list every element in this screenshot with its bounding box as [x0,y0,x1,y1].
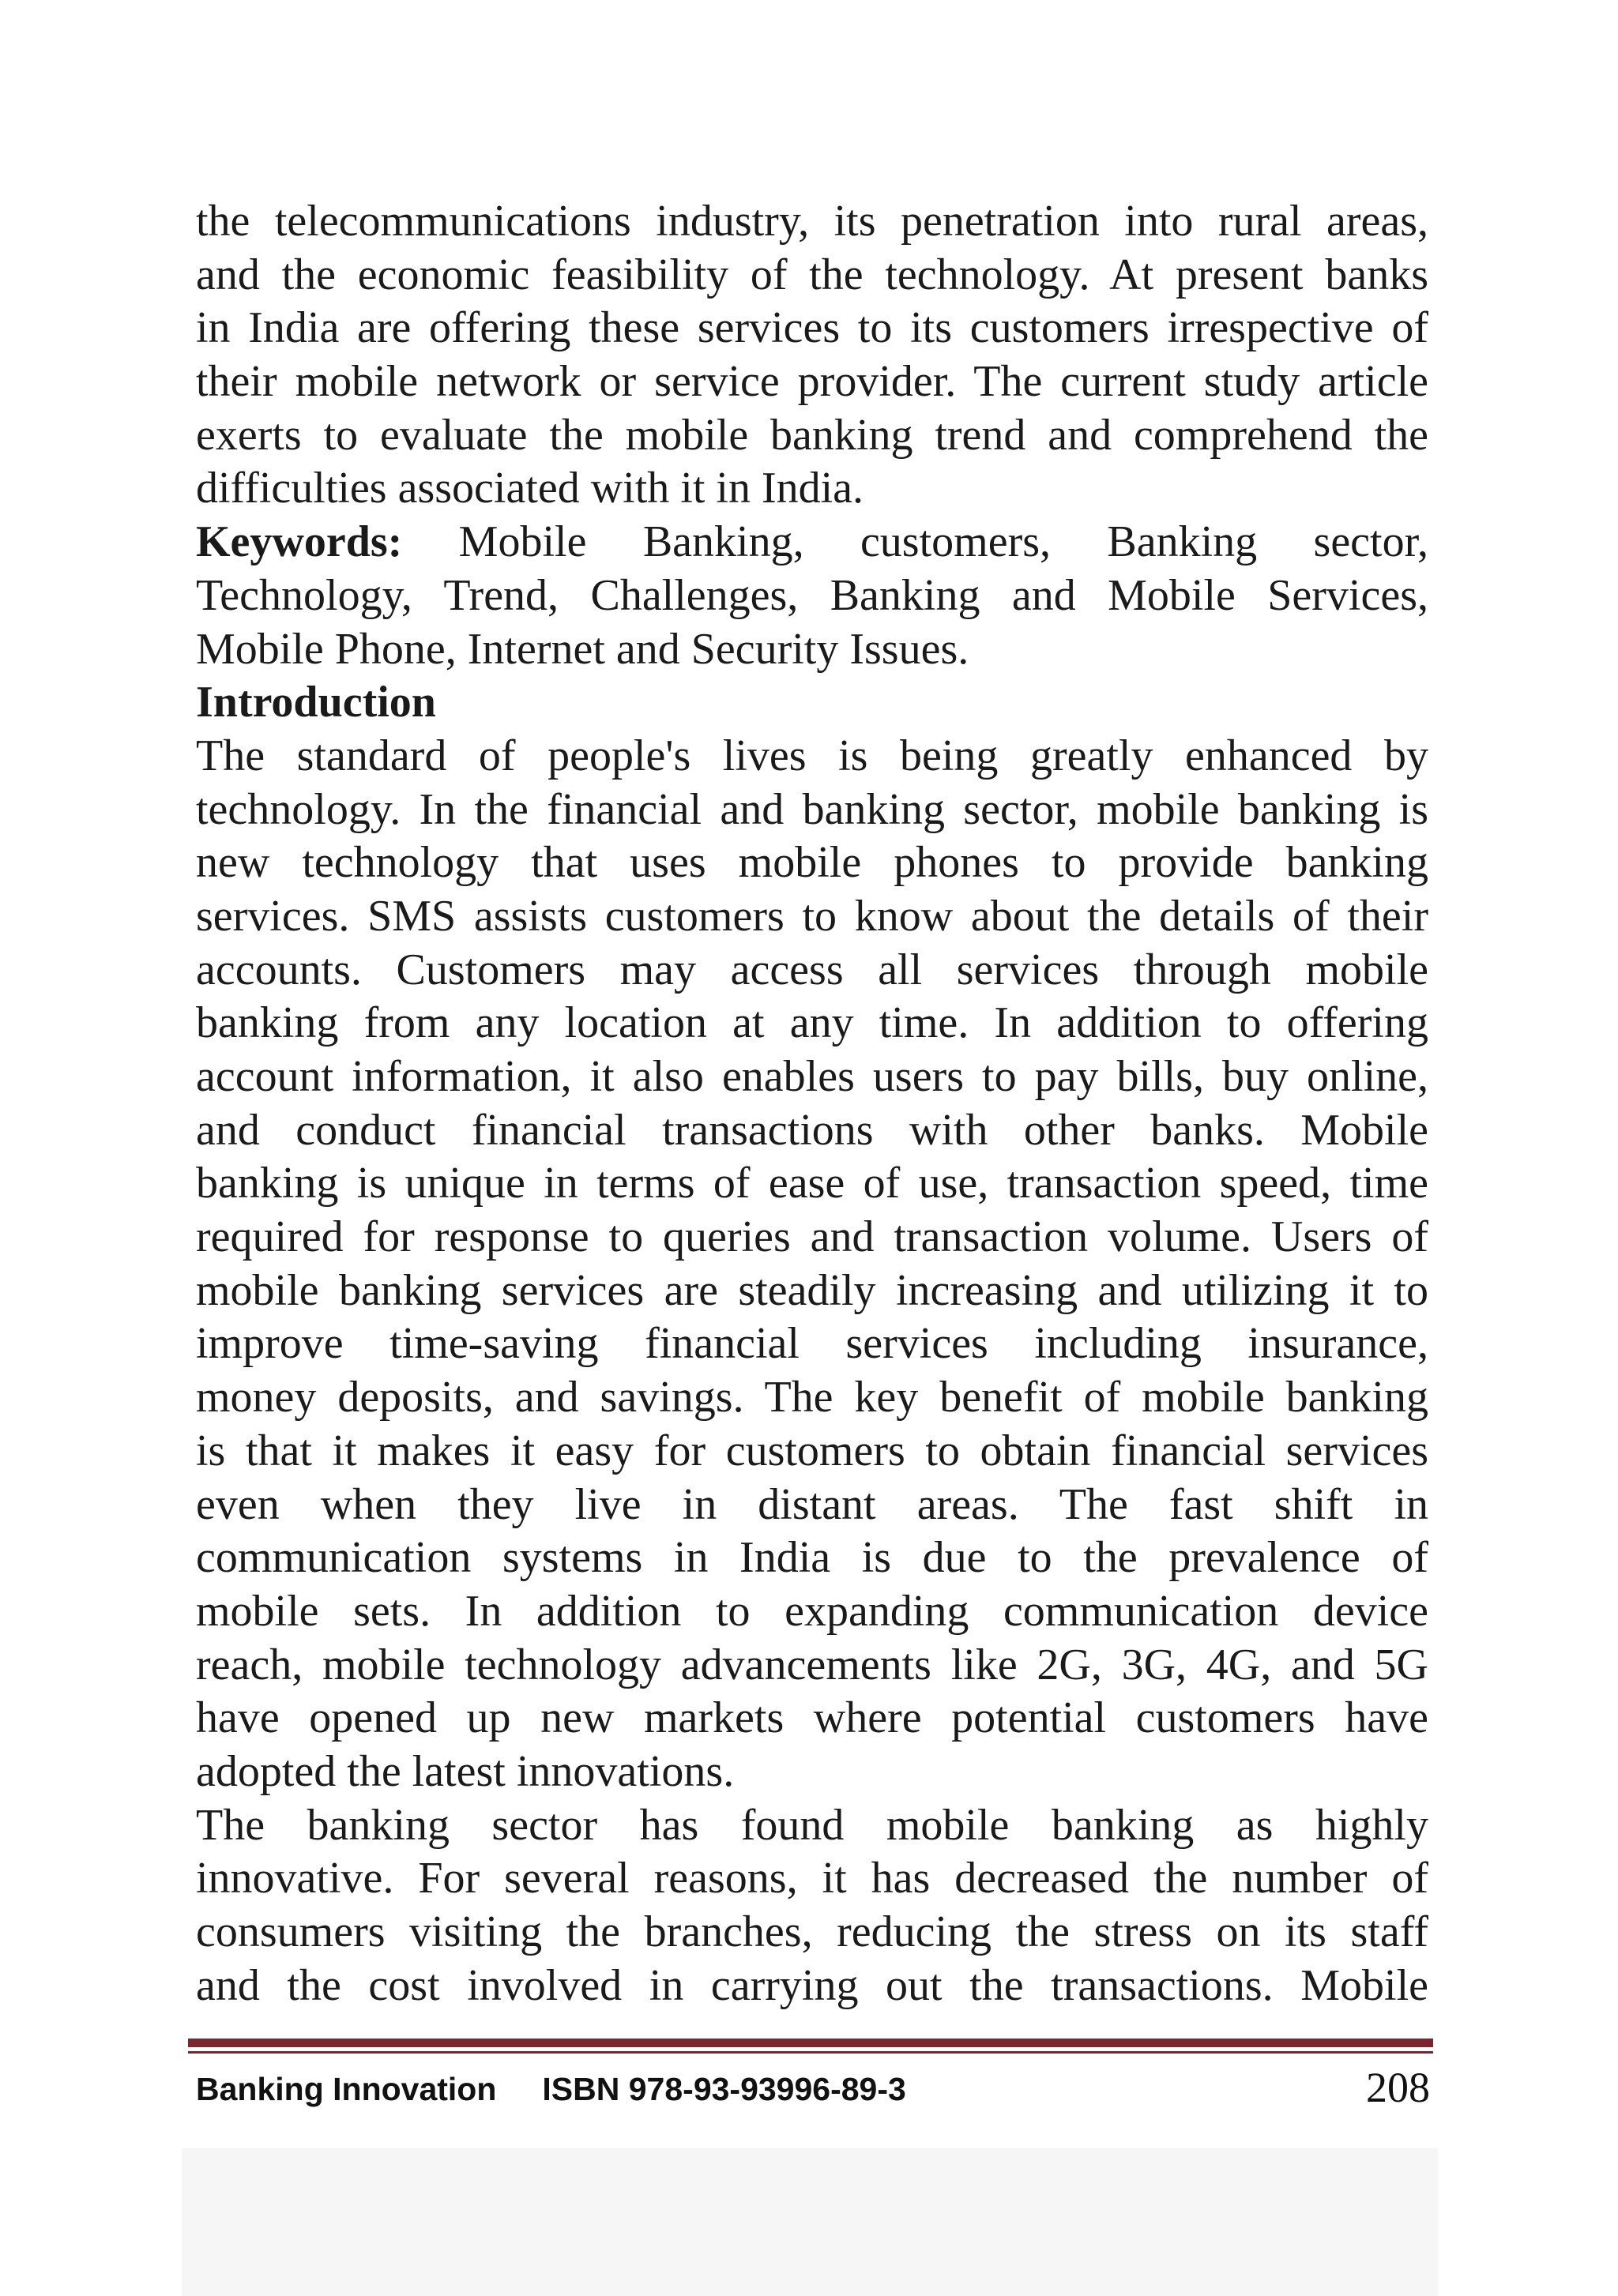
body-text [196,195,1428,2012]
page-number: 208 [1366,2064,1430,2111]
text-line: and the cost involved in carrying out the transactions. Mobile [196,1960,1428,2010]
text-line: reach, mobile technology advancements like 2G, 3G, 4G, and 5G [196,1640,1428,1689]
text-line: and conduct financial transactions with other banks. Mobile [196,1105,1428,1155]
text-line: required for response to queries and transaction volume. Users of [196,1212,1428,1262]
footer-book-info [196,2071,906,2108]
text-line: account information, it also enables users to pay bills, buy online, [196,1052,1428,1101]
text-line: The standard of people's lives is being greatly enhanced by [196,731,1428,780]
text-line: their mobile network or service provider. The current study article [196,357,1428,407]
text-line: communication systems in India is due to the prevalence of [196,1533,1428,1583]
text-line [196,516,1428,569]
text-line: technology. In the financial and banking sector, mobile banking is [196,784,1428,834]
text-line: innovative. For several reasons, it has decreased the number of [196,1854,1428,1903]
paragraph-introduction [196,730,1428,1799]
text-line: accounts. Customers may access all services through mobile [196,945,1428,994]
text-line: Technology, Trend, Challenges, Banking and Mobile Services, [196,570,1428,620]
text-line: difficulties associated with it in India. [196,464,864,513]
paragraph-banking-sector [196,1799,1428,2013]
text-line: improve time-saving financial services including insurance, [196,1319,1428,1369]
paragraph-abstract-end [196,195,1428,516]
text-line: services. SMS assists customers to know about the details of their [196,891,1428,941]
scan-shadow [182,2148,1438,2296]
text-line: consumers visiting the branches, reducing the stress on its staff [196,1907,1428,1956]
text-line: banking is unique in terms of ease of use, transaction speed, time [196,1159,1428,1208]
text-line: exerts to evaluate the mobile banking trend and comprehend the [196,410,1428,460]
text-line: banking from any location at any time. In addition to offering [196,998,1428,1048]
text-line: mobile sets. In addition to expanding communication device [196,1586,1428,1636]
text-line: and the economic feasibility of the technology. At present banks [196,250,1428,299]
text-line: new technology that uses mobile phones to provide banking [196,838,1428,888]
keywords-text: Mobile Banking, customers, Banking sector, [402,517,1428,567]
text-line: is that it makes it easy for customers to obtain financial services [196,1426,1428,1475]
keywords-paragraph [196,516,1428,676]
text-line: money deposits, and savings. The key benefit of mobile banking [196,1373,1428,1422]
text-line: have opened up new markets where potential customers have [196,1693,1428,1743]
text-line: mobile banking services are steadily increasing and utilizing it to [196,1265,1428,1315]
text-line: the telecommunications industry, its penetration into rural areas, [196,197,1428,246]
keywords-label: Keywords: [196,517,403,567]
text-line: The banking sector has found mobile banking as highly [196,1800,1428,1850]
section-heading-introduction: Introduction [196,678,436,727]
text-line: in India are offering these services to its customers irrespective of [196,303,1428,353]
footer-isbn: ISBN 978-93-93996-89-3 [542,2071,906,2107]
footer-rule-thin [188,2051,1433,2054]
footer-rule-thick [188,2039,1433,2047]
text-line: adopted the latest innovations. [196,1746,735,1796]
text-line: Mobile Phone, Internet and Security Issues. [196,624,969,674]
footer-book-title: Banking Innovation [196,2071,497,2107]
text-line: even when they live in distant areas. The fast shift in [196,1479,1428,1529]
